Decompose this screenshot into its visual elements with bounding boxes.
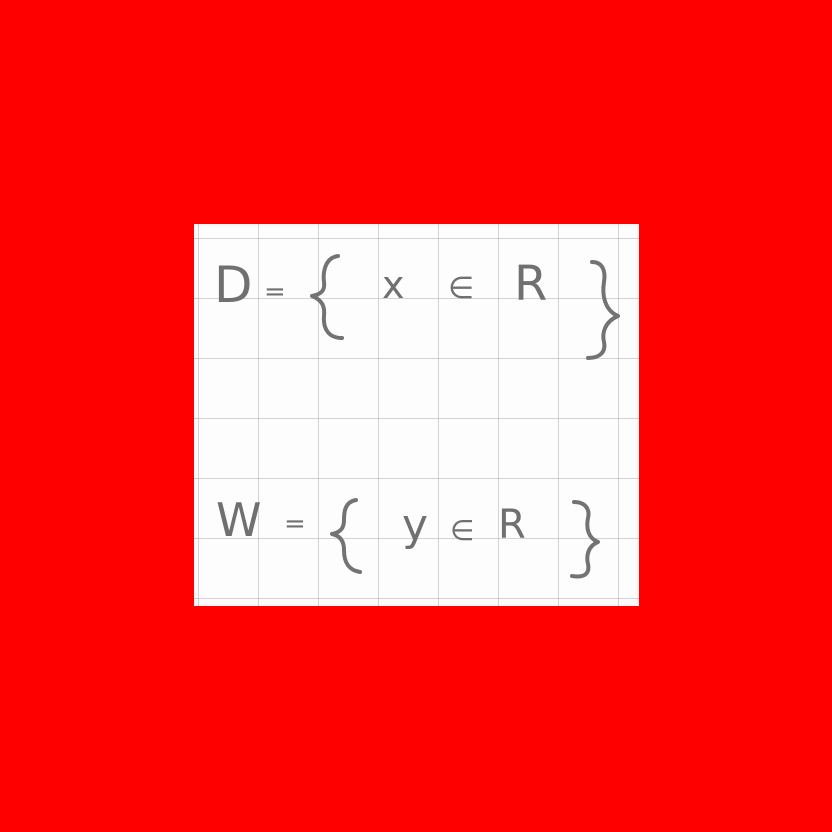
domain-open-brace [312, 256, 342, 338]
handwriting-layer [194, 224, 639, 606]
range-close-brace [572, 502, 598, 577]
range-variable: W [216, 493, 262, 547]
domain-variable: D [214, 256, 253, 314]
range-set: R [498, 502, 526, 548]
range-member-of: ∈ [450, 514, 475, 547]
domain-close-brace [588, 262, 618, 358]
range-element: y [402, 500, 429, 551]
equation-range [216, 493, 598, 577]
domain-equals-sign: = [264, 277, 286, 307]
domain-member-of: ∈ [448, 271, 475, 306]
graph-paper-note [194, 224, 639, 606]
range-open-brace [332, 500, 360, 572]
domain-set: R [514, 256, 548, 312]
range-equals-sign: = [284, 509, 306, 539]
equation-domain [214, 256, 618, 358]
domain-element: x [382, 263, 405, 307]
